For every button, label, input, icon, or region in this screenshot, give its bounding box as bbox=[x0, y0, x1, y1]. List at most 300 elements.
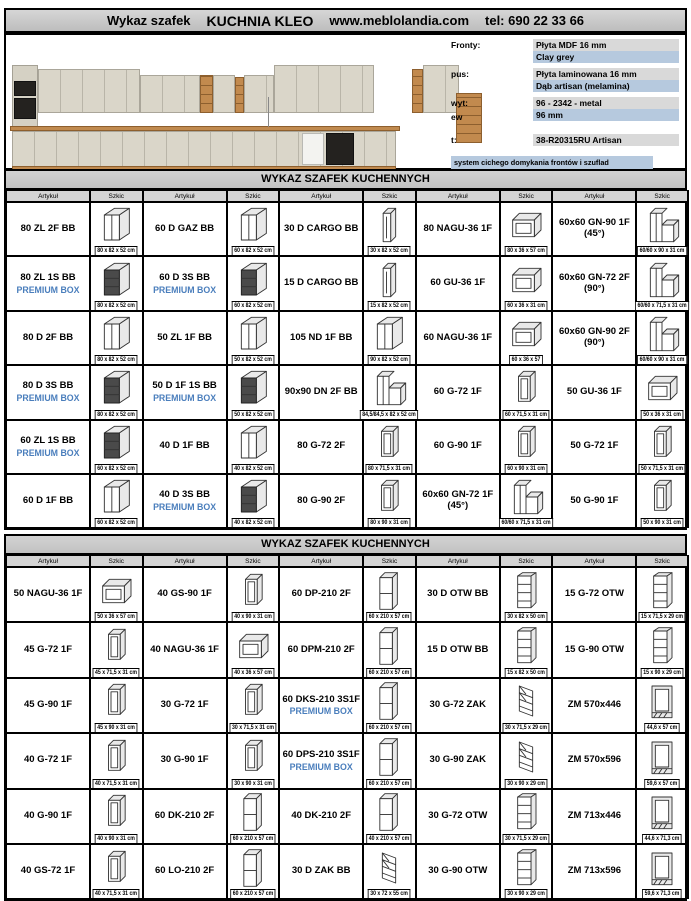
top-info-box bbox=[4, 33, 687, 170]
sketch-cell bbox=[500, 678, 553, 733]
article-code: 15 G-90 OTW bbox=[564, 643, 624, 655]
article-code: 60x60 GN-90 1F (45°) bbox=[558, 217, 630, 240]
article-code: 30 D CARGO BB bbox=[283, 222, 359, 234]
article-cell bbox=[416, 567, 500, 622]
sketch-cell bbox=[636, 678, 689, 733]
cabinet-sketch-icon bbox=[228, 569, 279, 612]
article-code: 90x90 DN 2F BB bbox=[284, 385, 358, 397]
article-cell bbox=[279, 202, 363, 256]
article-cell bbox=[279, 567, 363, 622]
cabinet-sketch-icon bbox=[228, 680, 279, 723]
article-cell bbox=[416, 474, 500, 528]
wood-open-shelf-3 bbox=[412, 69, 423, 113]
sketch-cell bbox=[363, 789, 416, 844]
sketch-cell bbox=[636, 789, 689, 844]
article-cell bbox=[6, 678, 90, 733]
dimensions-label: 40 x 90 x 31 cm bbox=[232, 612, 275, 621]
cabinet-table-2 bbox=[4, 553, 687, 901]
premium-box-label: PREMIUM BOX bbox=[153, 502, 217, 513]
cabinet-sketch-icon bbox=[501, 258, 552, 300]
article-code: 40 D 3S BB bbox=[159, 489, 210, 501]
spec-row-carcass bbox=[451, 68, 679, 92]
cabinet-sketch-icon bbox=[228, 791, 279, 834]
sketch-cell bbox=[90, 256, 143, 310]
sketch-cell bbox=[227, 311, 280, 365]
sketch-cell bbox=[90, 365, 143, 419]
article-code: 60 D GAZ BB bbox=[155, 222, 215, 234]
sketch-cell bbox=[227, 567, 280, 622]
cabinet-sketch-icon bbox=[91, 422, 142, 464]
sketch-cell bbox=[227, 733, 280, 788]
cabinet-sketch-icon bbox=[91, 735, 142, 778]
sketch-cell bbox=[227, 474, 280, 528]
dimensions-label: 30 x 71,5 x 29 cm bbox=[503, 723, 550, 732]
column-header-szkic: Szkic bbox=[363, 555, 416, 567]
cabinet-sketch-icon bbox=[501, 204, 552, 246]
dimensions-label: 80 x 36 x 57 cm bbox=[505, 246, 548, 255]
article-cell bbox=[143, 420, 227, 474]
article-cell bbox=[143, 844, 227, 899]
sketch-cell bbox=[636, 844, 689, 899]
dimensions-label: 40 x 71,5 x 31 cm bbox=[93, 779, 140, 788]
cabinet-table-1 bbox=[4, 188, 687, 530]
cabinet-sketch-icon bbox=[501, 846, 552, 889]
dimensions-label: 45 x 71,5 x 31 cm bbox=[93, 668, 140, 677]
dimensions-label: 60 x 36 x 31 cm bbox=[505, 301, 548, 310]
sketch-cell bbox=[500, 311, 553, 365]
cabinet-sketch-icon bbox=[501, 367, 552, 409]
article-code: 60 D 1F BB bbox=[22, 494, 74, 506]
dimensions-label: 60/60 x 90 x 31 cm bbox=[637, 355, 687, 364]
article-cell bbox=[416, 733, 500, 788]
cabinet-sketch-icon bbox=[91, 258, 142, 300]
article-code: 50 G-90 1F bbox=[570, 494, 619, 506]
dimensions-label: 50 x 82 x 52 cm bbox=[232, 410, 275, 419]
phone-number: tel: 690 22 33 66 bbox=[485, 13, 585, 28]
spec-value: 96 - 2342 - metal bbox=[533, 97, 679, 109]
article-code: 80 ZL 1S BB bbox=[20, 271, 76, 283]
article-cell bbox=[279, 311, 363, 365]
cabinet-sketch-icon bbox=[501, 313, 552, 355]
cabinet-sketch-icon bbox=[91, 624, 142, 667]
sketch-cell bbox=[227, 256, 280, 310]
column-header-szkic: Szkic bbox=[90, 190, 143, 202]
column-header-szkic: Szkic bbox=[500, 190, 553, 202]
article-cell bbox=[6, 789, 90, 844]
premium-box-label: PREMIUM BOX bbox=[289, 761, 353, 772]
article-code: 60 G-90 1F bbox=[433, 440, 482, 452]
sketch-cell bbox=[636, 622, 689, 677]
article-cell bbox=[279, 622, 363, 677]
cabinet-sketch-icon bbox=[364, 258, 415, 300]
soft-close-note: system cichego domykania frontów i szuflad bbox=[451, 156, 653, 169]
wood-open-shelf-1 bbox=[200, 75, 213, 113]
spec-value: Dąb artisan (melamina) bbox=[533, 80, 679, 92]
sketch-cell bbox=[363, 678, 416, 733]
article-code: 60 DPS-210 3S1F bbox=[282, 748, 360, 760]
dimensions-label: 15 x 82 x 50 cm bbox=[505, 668, 548, 677]
article-code: 40 NAGU-36 1F bbox=[150, 643, 219, 655]
spec-row-fronts bbox=[451, 39, 679, 63]
article-cell bbox=[143, 256, 227, 310]
article-code: 50 D 1F 1S BB bbox=[152, 380, 217, 392]
sketch-cell bbox=[90, 733, 143, 788]
cabinet-sketch-icon bbox=[228, 367, 279, 409]
page-title: Wykaz szafek bbox=[106, 13, 191, 28]
sketch-cell bbox=[90, 678, 143, 733]
sketch-cell bbox=[363, 311, 416, 365]
article-cell bbox=[552, 567, 636, 622]
sketch-cell bbox=[636, 256, 689, 310]
article-code: 30 G-90 1F bbox=[160, 754, 209, 766]
article-cell bbox=[552, 733, 636, 788]
cabinet-sketch-icon bbox=[364, 624, 415, 667]
dimensions-label: 50 x 90 x 31 cm bbox=[641, 518, 684, 527]
article-code: 45 G-90 1F bbox=[23, 699, 73, 711]
spec-label: Fronty: bbox=[451, 40, 481, 50]
sketch-cell bbox=[636, 420, 689, 474]
sketch-cell bbox=[90, 474, 143, 528]
cabinet-sketch-icon bbox=[228, 624, 279, 667]
article-code: ZM 570x596 bbox=[567, 754, 622, 766]
dimensions-label: 60/60 x 71,5 x 31 cm bbox=[499, 518, 553, 527]
cabinet-sketch-icon bbox=[501, 422, 552, 464]
sketch-cell bbox=[227, 678, 280, 733]
built-in-oven bbox=[326, 133, 354, 165]
article-code: 60x60 GN-72 2F (90°) bbox=[558, 271, 630, 294]
article-cell bbox=[143, 202, 227, 256]
article-code: 40 GS-90 1F bbox=[157, 588, 212, 600]
dimensions-label: 40 x 90 x 31 cm bbox=[95, 834, 138, 843]
dimensions-label: 60/60 x 71,5 x 31 cm bbox=[635, 301, 689, 310]
dimensions-label: 60 x 82 x 52 cm bbox=[232, 246, 275, 255]
dimensions-label: 15 x 90 x 29 cm bbox=[641, 668, 684, 677]
column-header-artykul: Artykuł bbox=[279, 190, 363, 202]
article-code: 30 G-90 ZAK bbox=[429, 754, 487, 766]
column-header-artykul: Artykuł bbox=[552, 190, 636, 202]
cabinet-sketch-icon bbox=[501, 791, 552, 834]
article-code: 60 GU-36 1F bbox=[430, 277, 486, 289]
cabinet-sketch-icon bbox=[364, 313, 415, 355]
article-code: 50 ZL 1F BB bbox=[157, 331, 212, 343]
cabinet-sketch-icon bbox=[501, 624, 552, 667]
dimensions-label: 60 x 210 x 57 cm bbox=[367, 723, 412, 732]
sketch-cell bbox=[500, 420, 553, 474]
column-header-artykul: Artykuł bbox=[416, 190, 500, 202]
article-cell bbox=[279, 365, 363, 419]
column-header-szkic: Szkic bbox=[227, 555, 280, 567]
sketch-cell bbox=[500, 844, 553, 899]
spec-row-handle bbox=[451, 97, 679, 122]
column-header-artykul: Artykuł bbox=[143, 190, 227, 202]
cabinet-sketch-icon bbox=[364, 476, 415, 518]
oven-top bbox=[14, 81, 36, 96]
sketch-cell bbox=[500, 365, 553, 419]
cabinet-sketch-icon bbox=[637, 422, 687, 464]
article-code: 80 ZL 2F BB bbox=[20, 222, 76, 234]
cabinet-sketch-icon bbox=[91, 791, 142, 834]
article-cell bbox=[552, 622, 636, 677]
cabinet-sketch-icon bbox=[228, 422, 279, 464]
article-cell bbox=[552, 256, 636, 310]
dimensions-label: 60 x 82 x 52 cm bbox=[95, 518, 138, 527]
cabinet-sketch-icon bbox=[91, 680, 142, 723]
article-code: 40 D 1F BB bbox=[159, 440, 210, 452]
dimensions-label: 40 x 210 x 57 cm bbox=[367, 834, 412, 843]
upper-cabinet-small bbox=[213, 75, 235, 113]
article-cell bbox=[6, 844, 90, 899]
article-code: 60 G-72 1F bbox=[433, 385, 482, 397]
cabinet-sketch-icon bbox=[91, 476, 142, 518]
cabinet-sketch-icon bbox=[637, 204, 687, 246]
dimensions-label: 59,6 x 71,3 cm bbox=[642, 889, 682, 898]
article-code: 40 G-72 1F bbox=[23, 754, 73, 766]
dimensions-label: 40 x 82 x 52 cm bbox=[232, 464, 275, 473]
dimensions-label: 44,6 x 71,3 cm bbox=[642, 834, 682, 843]
dimensions-label: 60 x 36 x 57 bbox=[509, 355, 543, 364]
sketch-cell bbox=[500, 256, 553, 310]
article-code: 60 DP-210 2F bbox=[291, 588, 351, 600]
dishwasher bbox=[302, 133, 324, 165]
column-header-artykul: Artykuł bbox=[6, 555, 90, 567]
sketch-cell bbox=[363, 567, 416, 622]
article-code: 15 G-72 OTW bbox=[564, 588, 624, 600]
dimensions-label: 50 x 71,5 x 31 cm bbox=[639, 464, 686, 473]
cabinet-sketch-icon bbox=[501, 476, 552, 518]
article-code: 15 D CARGO BB bbox=[283, 277, 359, 289]
article-cell bbox=[552, 311, 636, 365]
dimensions-label: 45 x 90 x 31 cm bbox=[95, 723, 138, 732]
upper-cabinets-left bbox=[38, 69, 140, 113]
article-cell bbox=[279, 844, 363, 899]
spec-value: 96 mm bbox=[533, 109, 679, 121]
sketch-cell bbox=[227, 420, 280, 474]
dimensions-label: 60 x 210 x 57 cm bbox=[230, 889, 275, 898]
dimensions-label: 40 x 82 x 52 cm bbox=[232, 518, 275, 527]
premium-box-label: PREMIUM BOX bbox=[16, 284, 80, 295]
article-code: 30 G-90 OTW bbox=[428, 865, 488, 877]
sketch-cell bbox=[636, 365, 689, 419]
article-cell bbox=[279, 256, 363, 310]
dimensions-label: 60 x 210 x 57 cm bbox=[367, 779, 412, 788]
article-code: 80 G-90 2F bbox=[297, 494, 346, 506]
article-cell bbox=[279, 678, 363, 733]
dimensions-label: 80 x 82 x 52 cm bbox=[95, 301, 138, 310]
spec-value: Płyta laminowana 16 mm bbox=[533, 68, 679, 80]
sketch-cell bbox=[90, 311, 143, 365]
article-code: 60 DKS-210 3S1F bbox=[282, 693, 360, 705]
website-link[interactable]: www.meblolandia.com bbox=[329, 13, 470, 28]
cabinet-sketch-icon bbox=[364, 569, 415, 612]
article-cell bbox=[552, 474, 636, 528]
article-code: 80 NAGU-36 1F bbox=[423, 222, 493, 234]
spec-label: wyt: ew bbox=[451, 98, 468, 122]
cabinet-sketch-icon bbox=[501, 569, 552, 612]
article-code: 30 G-72 1F bbox=[160, 699, 209, 711]
article-cell bbox=[143, 474, 227, 528]
sketch-cell bbox=[90, 567, 143, 622]
sketch-cell bbox=[500, 202, 553, 256]
article-cell bbox=[416, 844, 500, 899]
premium-box-label: PREMIUM BOX bbox=[289, 706, 353, 717]
article-code: 60 LO-210 2F bbox=[155, 865, 215, 877]
article-cell bbox=[416, 789, 500, 844]
kitchen-name: KUCHNIA KLEO bbox=[206, 12, 314, 29]
article-cell bbox=[143, 789, 227, 844]
column-header-artykul: Artykuł bbox=[279, 555, 363, 567]
sketch-cell bbox=[500, 567, 553, 622]
article-code: 105 ND 1F BB bbox=[290, 331, 353, 343]
cabinet-sketch-icon bbox=[637, 476, 687, 518]
dimensions-label: 60 x 71,5 x 31 cm bbox=[503, 410, 550, 419]
page-header-bar bbox=[4, 8, 687, 33]
article-cell bbox=[552, 202, 636, 256]
cabinet-sketch-icon bbox=[637, 791, 687, 834]
dimensions-label: 80 x 82 x 52 cm bbox=[95, 246, 138, 255]
article-cell bbox=[416, 311, 500, 365]
sketch-cell bbox=[227, 622, 280, 677]
sketch-cell bbox=[363, 622, 416, 677]
article-code: 80 D 2F BB bbox=[22, 331, 74, 343]
sketch-cell bbox=[90, 622, 143, 677]
sketch-cell bbox=[90, 420, 143, 474]
cabinet-sketch-icon bbox=[228, 204, 279, 246]
column-header-szkic: Szkic bbox=[636, 555, 689, 567]
dimensions-label: 30 x 71,5 x 31 cm bbox=[229, 723, 276, 732]
dimensions-label: 84,5/84,5 x 82 x 52 cm bbox=[360, 410, 418, 419]
spec-value: 38-R20315RU Artisan bbox=[533, 134, 679, 146]
article-cell bbox=[552, 365, 636, 419]
cabinet-sketch-icon bbox=[637, 258, 687, 300]
cabinet-sketch-icon bbox=[91, 204, 142, 246]
article-cell bbox=[416, 420, 500, 474]
article-cell bbox=[6, 420, 90, 474]
cabinet-sketch-icon bbox=[228, 735, 279, 778]
sketch-cell bbox=[363, 365, 416, 419]
spec-row-worktop bbox=[451, 134, 679, 146]
dimensions-label: 90 x 82 x 52 cm bbox=[368, 355, 411, 364]
sketch-cell bbox=[90, 202, 143, 256]
article-cell bbox=[552, 420, 636, 474]
cabinet-sketch-icon bbox=[637, 735, 687, 778]
upper-cabinet-mid2 bbox=[244, 75, 274, 113]
oven-bottom bbox=[14, 98, 36, 119]
dimensions-label: 60 x 90 x 31 cm bbox=[505, 464, 548, 473]
column-header-szkic: Szkic bbox=[500, 555, 553, 567]
column-header-artykul: Artykuł bbox=[552, 555, 636, 567]
dimensions-label: 30 x 90 x 29 cm bbox=[505, 779, 548, 788]
cabinet-sketch-icon bbox=[637, 680, 687, 723]
cabinet-sketch-icon bbox=[637, 624, 687, 667]
column-header-szkic: Szkic bbox=[363, 190, 416, 202]
sketch-cell bbox=[90, 789, 143, 844]
article-code: 80 D 3S BB bbox=[22, 380, 74, 392]
article-code: 60 DPM-210 2F bbox=[287, 643, 355, 655]
cabinet-sketch-icon bbox=[228, 846, 279, 889]
article-cell bbox=[552, 678, 636, 733]
sketch-cell bbox=[636, 733, 689, 788]
article-cell bbox=[279, 733, 363, 788]
table-title: WYKAZ SZAFEK KUCHENNYCH bbox=[4, 169, 687, 190]
sketch-cell bbox=[363, 474, 416, 528]
dimensions-label: 15 x 82 x 52 cm bbox=[368, 301, 411, 310]
article-cell bbox=[416, 202, 500, 256]
dimensions-label: 30 x 72 x 55 cm bbox=[368, 889, 411, 898]
dimensions-label: 60 x 82 x 52 cm bbox=[232, 301, 275, 310]
sketch-cell bbox=[363, 420, 416, 474]
spec-label: pus: bbox=[451, 69, 469, 79]
cabinet-sketch-icon bbox=[91, 569, 142, 612]
cabinet-sketch-icon bbox=[501, 680, 552, 723]
cabinet-sketch-icon bbox=[91, 846, 142, 889]
dimensions-label: 30 x 82 x 52 cm bbox=[368, 246, 411, 255]
article-cell bbox=[279, 789, 363, 844]
cabinet-sketch-icon bbox=[637, 367, 687, 409]
sketch-cell bbox=[500, 622, 553, 677]
cabinet-sketch-icon bbox=[228, 313, 279, 355]
dimensions-label: 50 x 36 x 31 cm bbox=[641, 410, 684, 419]
dimensions-label: 40 x 71,5 x 31 cm bbox=[93, 889, 140, 898]
spec-label: t: bbox=[451, 135, 457, 145]
upper-cabinets-right bbox=[274, 65, 374, 113]
sketch-cell bbox=[363, 256, 416, 310]
dimensions-label: 30 x 71,5 x 29 cm bbox=[503, 834, 550, 843]
dimensions-label: 60 x 82 x 52 cm bbox=[95, 464, 138, 473]
article-cell bbox=[6, 567, 90, 622]
table-title: WYKAZ SZAFEK KUCHENNYCH bbox=[4, 534, 687, 555]
dimensions-label: 50 x 82 x 52 cm bbox=[232, 355, 275, 364]
article-code: ZM 713x446 bbox=[567, 809, 622, 821]
article-code: 30 D OTW BB bbox=[427, 588, 489, 600]
article-code: 80 G-72 2F bbox=[297, 440, 346, 452]
wood-open-shelf-2 bbox=[235, 77, 244, 113]
column-header-artykul: Artykuł bbox=[6, 190, 90, 202]
cabinet-sketch-icon bbox=[91, 367, 142, 409]
dimensions-label: 80 x 90 x 31 cm bbox=[368, 518, 411, 527]
dimensions-label: 80 x 82 x 52 cm bbox=[95, 410, 138, 419]
dimensions-label: 44,6 x 57 cm bbox=[644, 723, 679, 732]
article-cell bbox=[552, 789, 636, 844]
article-cell bbox=[143, 567, 227, 622]
column-header-szkic: Szkic bbox=[227, 190, 280, 202]
article-cell bbox=[6, 733, 90, 788]
cabinet-sketch-icon bbox=[501, 735, 552, 778]
article-code: 60 NAGU-36 1F bbox=[423, 331, 493, 343]
article-cell bbox=[6, 622, 90, 677]
premium-box-label: PREMIUM BOX bbox=[153, 284, 217, 295]
dimensions-label: 60 x 210 x 57 cm bbox=[230, 834, 275, 843]
article-code: 50 NAGU-36 1F bbox=[13, 588, 83, 600]
sketch-cell bbox=[363, 844, 416, 899]
article-cell bbox=[416, 365, 500, 419]
cabinet-sketch-icon bbox=[637, 313, 687, 355]
cabinet-sketch-icon bbox=[364, 204, 415, 246]
cabinet-sketch-icon bbox=[637, 846, 687, 889]
dimensions-label: 30 x 90 x 31 cm bbox=[232, 779, 275, 788]
article-code: 15 D OTW BB bbox=[427, 643, 489, 655]
cabinet-sketch-icon bbox=[228, 258, 279, 300]
article-code: 30 D ZAK BB bbox=[291, 865, 351, 877]
article-cell bbox=[143, 678, 227, 733]
dimensions-label: 59,6 x 57 cm bbox=[644, 779, 679, 788]
article-cell bbox=[143, 365, 227, 419]
dimensions-label: 60 x 210 x 57 cm bbox=[367, 612, 412, 621]
dimensions-label: 60 x 210 x 57 cm bbox=[367, 668, 412, 677]
dimension-mark bbox=[268, 97, 269, 127]
article-cell bbox=[143, 622, 227, 677]
article-cell bbox=[6, 202, 90, 256]
article-code: 60 ZL 1S BB bbox=[20, 434, 76, 446]
